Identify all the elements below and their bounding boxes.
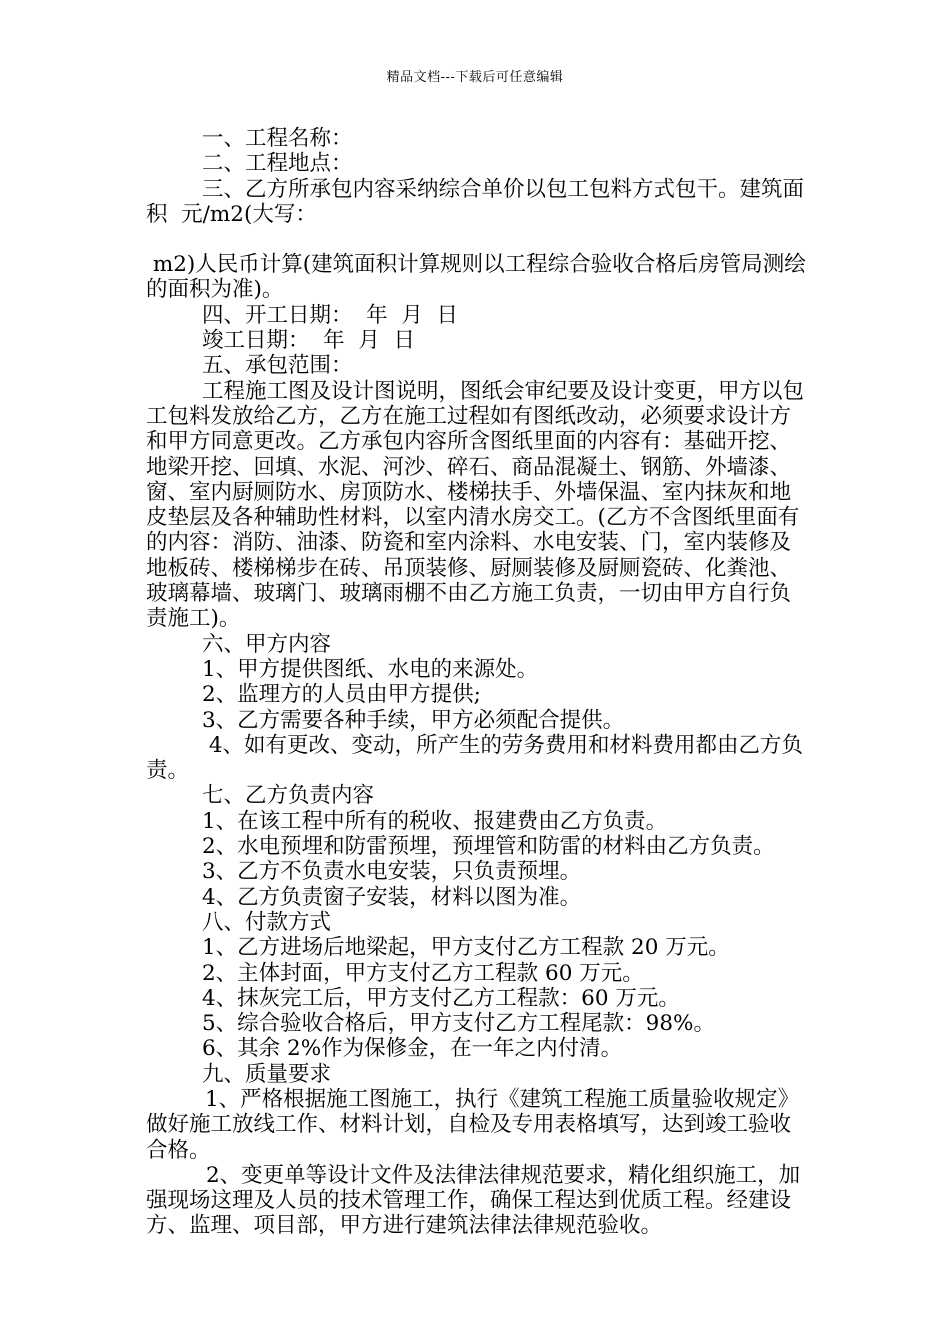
quality-item-2: 2、变更单等设计文件及法律法律规范要求，精化组织施工，加强现场这理及人员的技术管理工作，确保工程达到优质工程。经建设方、监理、项目部，甲方进行建筑法律法律规范验收。 [146, 1162, 801, 1239]
party-a-item-3: 3、乙方需要各种手续，甲方必须配合提供。 [202, 707, 625, 733]
payment-item-2: 2、主体封面，甲方支付乙方工程款 60 万元。 [202, 960, 644, 986]
section-quality-heading: 九、质量要求 [202, 1061, 332, 1087]
completion-date: 竣工日期： 年 月 日 [202, 328, 416, 354]
party-a-item-1: 1、甲方提供图纸、水电的来源处。 [202, 656, 539, 682]
section-payment-heading: 八、付款方式 [202, 909, 332, 935]
section-project-location: 二、工程地点： [202, 151, 353, 177]
party-b-item-1: 1、在该工程中所有的税收、报建费由乙方负责。 [202, 808, 668, 834]
section-start-date: 四、开工日期： 年 月 日 [202, 302, 459, 328]
section-pricing: 三、乙方所承包内容采纳综合单价以包工包料方式包干。建筑面积 元/m2(大写： [146, 176, 805, 227]
document-body [146, 126, 810, 1239]
quality-item-1: 1、严格根据施工图施工，执行《建筑工程施工质量验收规定》做好施工放线工作、材料计划，自检及专用表格填写，达到竣工验收合格。 [146, 1086, 800, 1163]
page-header: 精品文档---下载后可任意编辑 [386, 70, 564, 85]
scope-paragraph: 工程施工图及设计图说明，图纸会审纪要及设计变更，甲方以包工包料发放给乙方，乙方在施工过程如有图纸改动，必须要求设计方和甲方同意更改。乙方承包内容所含图纸里面的内容有：基础开挖、地梁开挖、回填、水泥、河沙、碎石、商品混凝土、钢筋、外墙漆、窗、室内厨厕防水、房顶防水、楼梯扶手、外墙保温、室内抹灰和地皮垫层及各种辅助性材料，以室内清水房交工。(乙方不含图纸里面有的内容：消防、油漆、防瓷和室内涂料、水电安装、门，室内装修及地板砖、楼梯梯步在砖、吊顶装修、厨厕装修及厨厕瓷砖、化粪池、玻璃幕墙、玻璃门、玻璃雨棚不由乙方施工负责，一切由甲方自行负责施工)。 [146, 378, 805, 632]
payment-item-1: 1、乙方进场后地梁起，甲方支付乙方工程款 20 万元。 [202, 935, 730, 961]
party-b-item-2: 2、水电预埋和防雷预埋，预埋管和防雷的材料由乙方负责。 [202, 834, 775, 860]
pricing-continuation: m2)人民币计算(建筑面积计算规则以工程综合验收合格后房管局测绘的面积为准)。 [146, 252, 806, 303]
party-a-item-2: 2、监理方的人员由甲方提供; [202, 682, 481, 708]
section-scope-heading: 五、承包范围： [202, 353, 353, 379]
section-party-b-heading: 七、乙方负责内容 [202, 783, 375, 809]
payment-item-5: 5、综合验收合格后，甲方支付乙方工程尾款：98%。 [202, 1011, 715, 1037]
party-b-item-3: 3、乙方不负责水电安装，只负责预埋。 [202, 859, 582, 885]
blank-line [146, 227, 810, 252]
payment-item-6: 6、其余 2%作为保修金，在一年之内付清。 [202, 1036, 623, 1062]
payment-item-4: 4、抹灰完工后，甲方支付乙方工程款：60 万元。 [202, 985, 680, 1011]
section-party-a-heading: 六、甲方内容 [202, 631, 332, 657]
party-b-item-4: 4、乙方负责窗子安装，材料以图为准。 [202, 884, 582, 910]
section-project-name: 一、工程名称： [202, 126, 353, 151]
party-a-item-4: 4、如有更改、变动，所产生的劳务费用和材料费用都由乙方负责。 [146, 732, 804, 784]
